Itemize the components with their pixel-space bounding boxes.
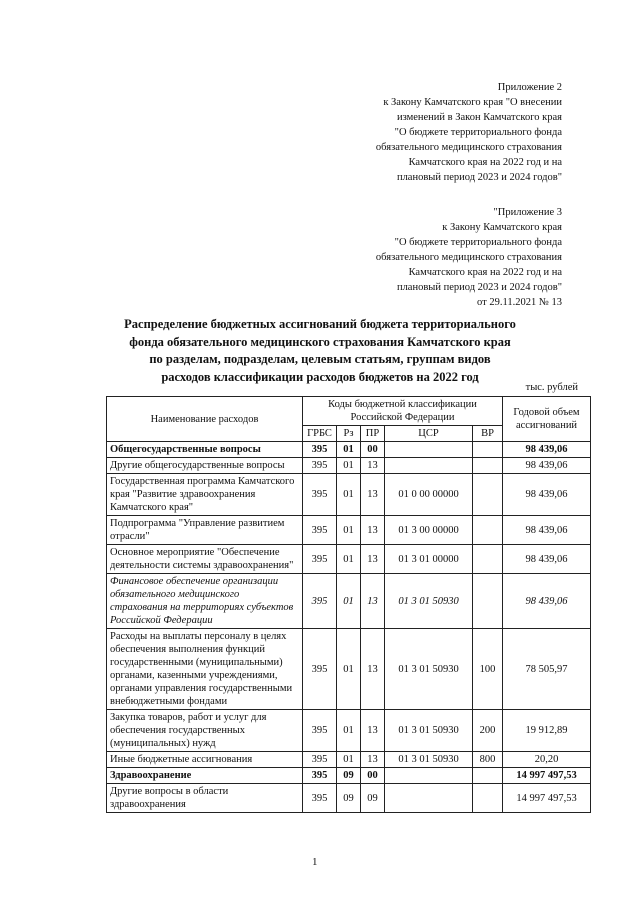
table-row <box>107 516 591 545</box>
cell-csr: 01 3 01 50930 <box>385 752 473 768</box>
cell-pr: 00 <box>361 442 385 458</box>
cell-name: Финансовое обеспечение организации обязательного медицинского страхования на территориях субъектов Российской Федерации <box>107 574 303 629</box>
cell-vr <box>473 458 503 474</box>
cell-rz: 01 <box>337 474 361 516</box>
cell-name: Другие общегосударственные вопросы <box>107 458 303 474</box>
cell-csr: 01 3 01 50930 <box>385 710 473 752</box>
cell-rz: 01 <box>337 545 361 574</box>
header-csr: ЦСР <box>385 426 473 442</box>
table-row <box>107 574 591 629</box>
cell-pr: 13 <box>361 574 385 629</box>
cell-grbs: 395 <box>303 442 337 458</box>
appendix-3-line: обязательного медицинского страхования <box>375 252 562 263</box>
appendix-3-line: "Приложение 3 <box>493 207 562 218</box>
cell-vr: 200 <box>473 710 503 752</box>
cell-amount: 78 505,97 <box>503 629 591 710</box>
cell-vr: 800 <box>473 752 503 768</box>
cell-rz: 09 <box>337 768 361 784</box>
cell-amount: 20,20 <box>503 752 591 768</box>
title-line: фонда обязательного медицинского страхования Камчатского края <box>129 334 511 349</box>
cell-grbs: 395 <box>303 752 337 768</box>
cell-grbs: 395 <box>303 458 337 474</box>
cell-pr: 13 <box>361 710 385 752</box>
cell-rz: 01 <box>337 574 361 629</box>
cell-grbs: 395 <box>303 574 337 629</box>
cell-vr <box>473 516 503 545</box>
appendix-3-line: плановый период 2023 и 2024 годов" <box>396 282 562 293</box>
appendix-2-line: обязательного медицинского страхования <box>375 142 562 153</box>
table-row <box>107 442 591 458</box>
cell-grbs: 395 <box>303 784 337 813</box>
cell-name: Расходы на выплаты персоналу в целях обеспечения выполнения функций государственными (муниципальными) органами, казенными учреждениями, органами управления государственными внебюджетными фондами <box>107 629 303 710</box>
header-amount: Годовой объем ассигнований <box>503 397 591 442</box>
header-grbs: ГРБС <box>303 426 337 442</box>
cell-pr: 13 <box>361 516 385 545</box>
table-row <box>107 458 591 474</box>
cell-amount: 19 912,89 <box>503 710 591 752</box>
appendix-2-line: Камчатского края на 2022 год и на <box>408 157 562 168</box>
cell-amount: 98 439,06 <box>503 442 591 458</box>
appendix-2-line: изменений в Закон Камчатского края <box>396 112 562 123</box>
appendix-3-line: Камчатского края на 2022 год и на <box>408 267 562 278</box>
appendix-3-header <box>376 205 562 310</box>
appendix-2-line: к Закону Камчатского края "О внесении <box>383 97 562 108</box>
table-header-row <box>107 397 591 426</box>
cell-csr <box>385 458 473 474</box>
title-line: по разделам, подразделам, целевым статьям, группам видов <box>149 352 491 366</box>
cell-pr: 13 <box>361 474 385 516</box>
appendix-2-line: плановый период 2023 и 2024 годов" <box>396 172 562 183</box>
cell-amount: 98 439,06 <box>503 458 591 474</box>
cell-vr <box>473 574 503 629</box>
cell-name: Подпрограмма "Управление развитием отрасли" <box>107 516 303 545</box>
table-row <box>107 629 591 710</box>
cell-csr: 01 3 00 00000 <box>385 516 473 545</box>
document-title <box>70 316 570 386</box>
cell-pr: 13 <box>361 629 385 710</box>
appendix-3-line: "О бюджете территориального фонда <box>394 237 562 248</box>
page-number: 1 <box>312 856 318 868</box>
cell-rz: 01 <box>337 710 361 752</box>
cell-grbs: 395 <box>303 629 337 710</box>
appendix-3-line: от 29.11.2021 № 13 <box>477 297 562 308</box>
cell-grbs: 395 <box>303 545 337 574</box>
cell-grbs: 395 <box>303 768 337 784</box>
table-row <box>107 474 591 516</box>
budget-table <box>106 396 591 813</box>
cell-vr <box>473 545 503 574</box>
units-label: тыс. рублей <box>525 382 578 393</box>
cell-pr: 13 <box>361 752 385 768</box>
cell-rz: 09 <box>337 784 361 813</box>
cell-pr: 00 <box>361 768 385 784</box>
cell-amount: 98 439,06 <box>503 516 591 545</box>
table-row <box>107 710 591 752</box>
cell-csr <box>385 442 473 458</box>
appendix-3-line: к Закону Камчатского края <box>442 222 562 233</box>
appendix-2-line: "О бюджете территориального фонда <box>394 127 562 138</box>
cell-csr <box>385 768 473 784</box>
appendix-2-header <box>376 80 562 185</box>
cell-name: Иные бюджетные ассигнования <box>107 752 303 768</box>
header-name: Наименование расходов <box>107 397 303 442</box>
title-line: Распределение бюджетных ассигнований бюджета территориального <box>124 317 516 331</box>
table-body <box>107 442 591 813</box>
cell-name: Основное мероприятие "Обеспечение деятельности системы здравоохранения" <box>107 545 303 574</box>
cell-grbs: 395 <box>303 710 337 752</box>
cell-amount: 14 997 497,53 <box>503 768 591 784</box>
cell-grbs: 395 <box>303 516 337 545</box>
table-row <box>107 545 591 574</box>
cell-amount: 14 997 497,53 <box>503 784 591 813</box>
cell-grbs: 395 <box>303 474 337 516</box>
cell-amount: 98 439,06 <box>503 574 591 629</box>
cell-vr <box>473 768 503 784</box>
cell-rz: 01 <box>337 442 361 458</box>
cell-rz: 01 <box>337 629 361 710</box>
title-line: расходов классификации расходов бюджетов на 2022 год <box>161 369 479 384</box>
table-row <box>107 752 591 768</box>
cell-vr <box>473 784 503 813</box>
cell-vr <box>473 442 503 458</box>
header-vr: ВР <box>473 426 503 442</box>
cell-csr <box>385 784 473 813</box>
header-rz: Рз <box>337 426 361 442</box>
cell-rz: 01 <box>337 516 361 545</box>
cell-vr: 100 <box>473 629 503 710</box>
cell-name: Государственная программа Камчатского края "Развитие здравоохранения Камчатского края" <box>107 474 303 516</box>
header-codes: Коды бюджетной классификации Российской Федерации <box>303 397 503 426</box>
table-row <box>107 784 591 813</box>
header-pr: ПР <box>361 426 385 442</box>
cell-csr: 01 3 01 50930 <box>385 574 473 629</box>
table-row <box>107 768 591 784</box>
appendix-2-line: Приложение 2 <box>497 82 562 93</box>
cell-rz: 01 <box>337 752 361 768</box>
cell-vr <box>473 474 503 516</box>
cell-name: Здравоохранение <box>107 768 303 784</box>
cell-csr: 01 3 01 50930 <box>385 629 473 710</box>
cell-rz: 01 <box>337 458 361 474</box>
cell-name: Закупка товаров, работ и услуг для обеспечения государственных (муниципальных) нужд <box>107 710 303 752</box>
cell-amount: 98 439,06 <box>503 474 591 516</box>
cell-amount: 98 439,06 <box>503 545 591 574</box>
cell-csr: 01 3 01 00000 <box>385 545 473 574</box>
cell-pr: 09 <box>361 784 385 813</box>
cell-pr: 13 <box>361 545 385 574</box>
cell-csr: 01 0 00 00000 <box>385 474 473 516</box>
cell-name: Общегосударственные вопросы <box>107 442 303 458</box>
cell-name: Другие вопросы в области здравоохранения <box>107 784 303 813</box>
cell-pr: 13 <box>361 458 385 474</box>
